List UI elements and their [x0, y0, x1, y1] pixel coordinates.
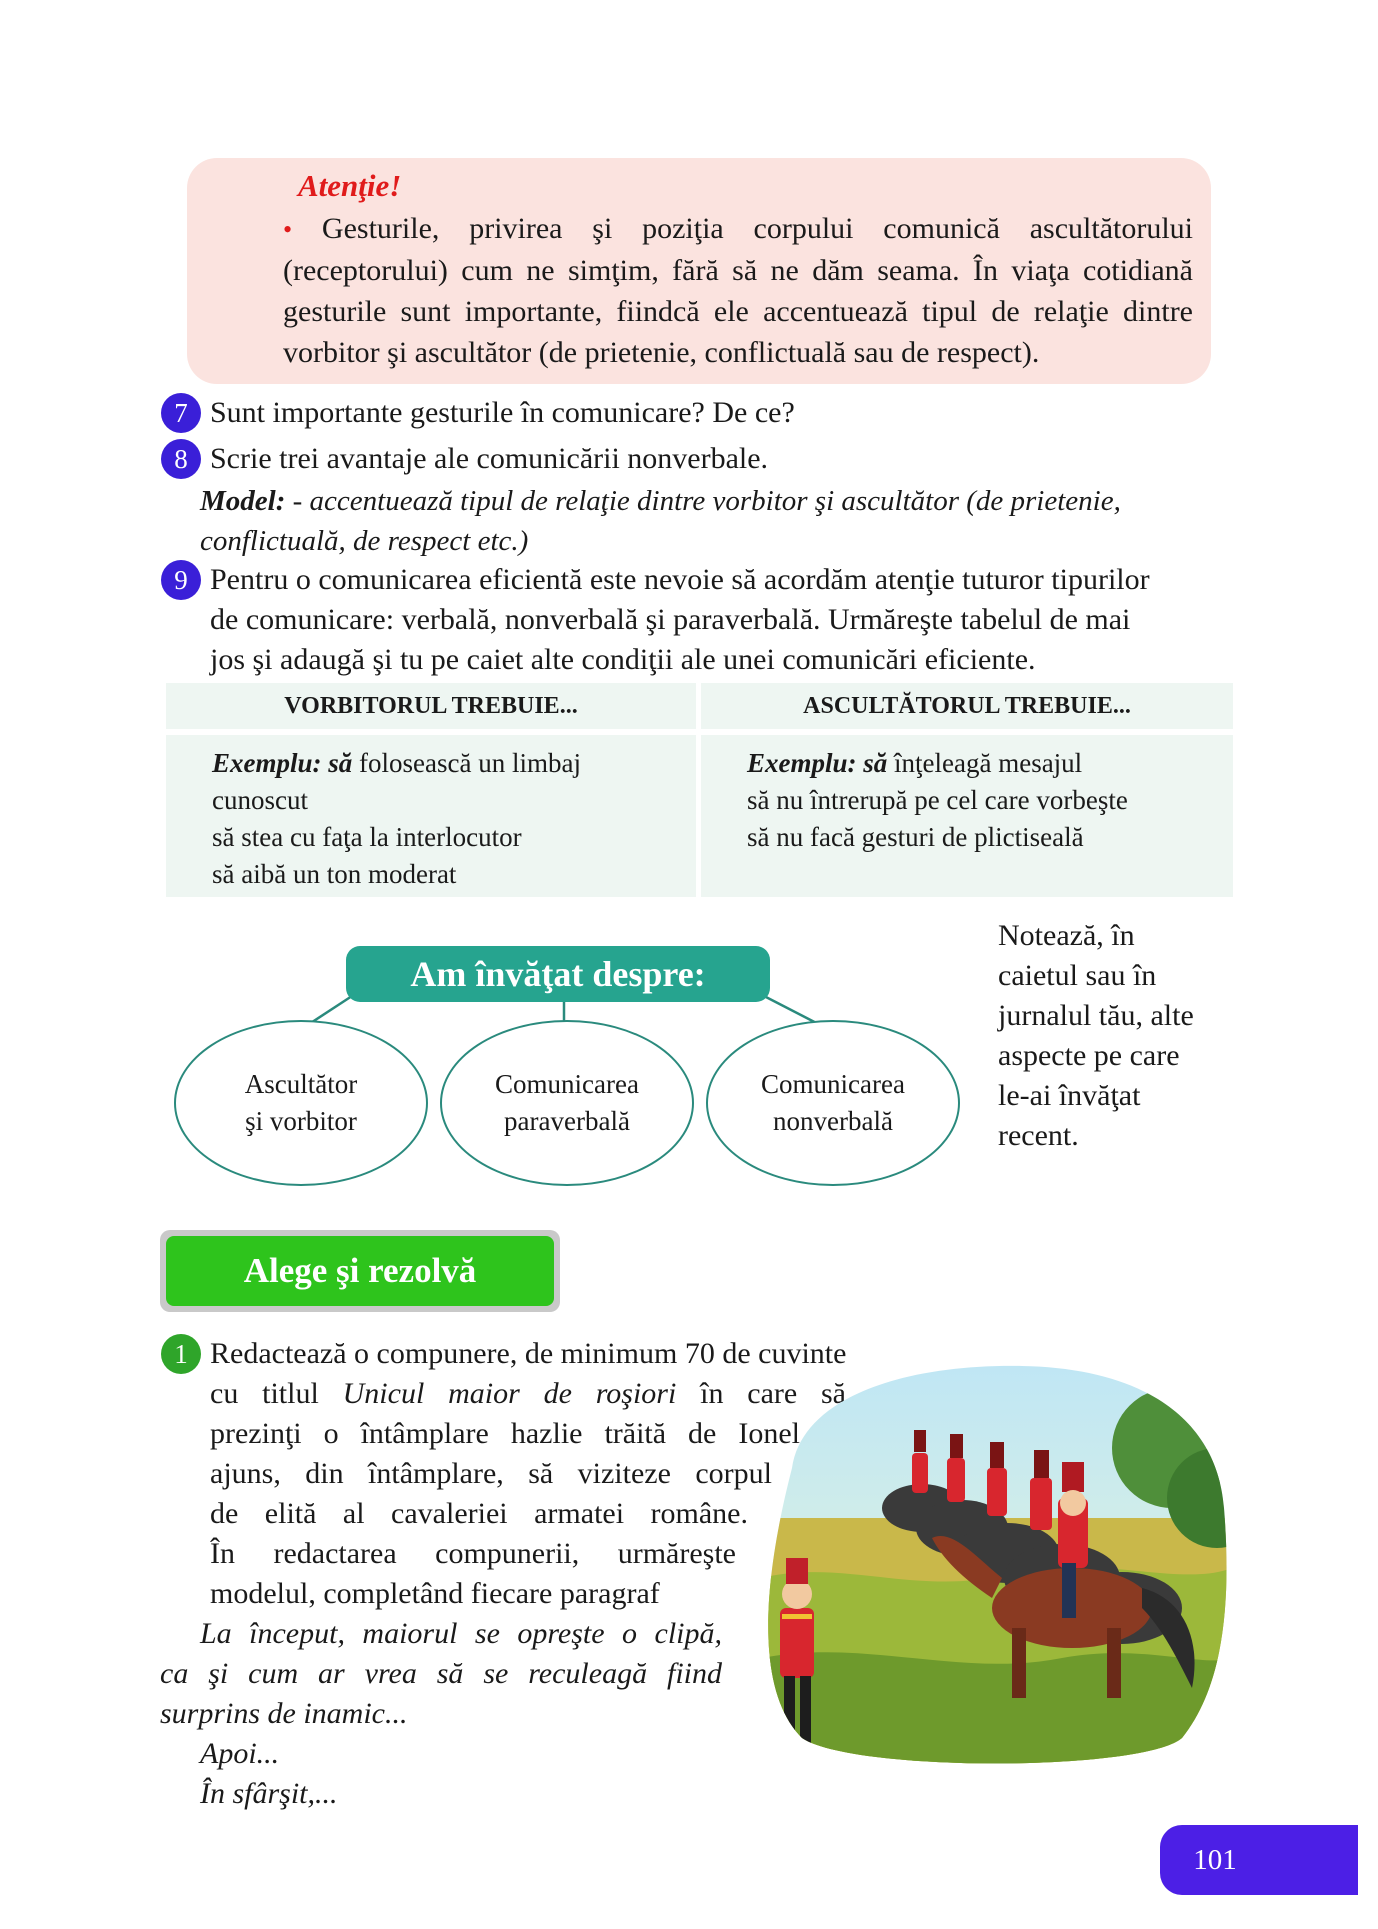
- task-1-model-line-1: La început, maiorul se opreşte o clipă,: [200, 1617, 722, 1650]
- task-1-badge: 1: [161, 1334, 201, 1374]
- table-cell-line: să nu facă gesturi de plictiseală: [747, 822, 1084, 852]
- task-1-line-1: Redactează o compunere, de minimum 70 de cuvinte: [210, 1337, 847, 1370]
- page-number: 101: [1193, 1844, 1237, 1876]
- table-header-speaker: VORBITORUL TREBUIE...: [166, 683, 696, 729]
- attention-title: Atenţie!: [298, 168, 402, 203]
- table-cell-line: să stea cu faţa la interlocutor: [212, 822, 522, 852]
- task-1-model-line-3: surprins de inamic...: [160, 1697, 408, 1730]
- task-1-line-5: de elită al cavaleriei armatei române.: [210, 1497, 748, 1530]
- mindmap-node-nonverbal: Comunicarea nonverbală: [706, 1020, 960, 1186]
- task-1-line-3: prezinţi o întâmplare hazlie trăită de Ionel: [210, 1417, 800, 1450]
- question-9-line-2: de comunicare: verbală, nonverbală şi paraverbală. Urmăreşte tabelul de mai: [210, 603, 1131, 636]
- cavalry-illustration: [762, 1358, 1232, 1772]
- table-cell-line: Exemplu: să folosească un limbaj: [212, 748, 581, 778]
- mindmap-title: Am învăţat despre:: [346, 946, 770, 1002]
- table-cell-line: cunoscut: [212, 785, 308, 815]
- question-9-badge: 9: [161, 560, 201, 600]
- example-label: Exemplu: să: [212, 748, 353, 778]
- task-1-line-2: cu titlul Unicul maior de roşiori în care să: [210, 1377, 846, 1410]
- task-1-line-7: modelul, completând fiecare paragraf: [210, 1577, 660, 1610]
- table-cell-line: să nu întrerupă pe cel care vorbeşte: [747, 785, 1128, 815]
- table-header-listener: ASCULTĂTORUL TREBUIE...: [701, 683, 1233, 729]
- section-header-alege: Alege şi rezolvă: [166, 1236, 554, 1306]
- side-note: Notează, în caietul sau în jurnalul tău, alte aspecte pe care le-ai învăţat recent.: [998, 919, 1194, 1152]
- model-label: Model:: [200, 485, 286, 517]
- task-1-line-4: ajuns, din întâmplare, să viziteze corpul: [210, 1457, 772, 1490]
- task-1-model-line-5: În sfârşit,...: [200, 1777, 338, 1810]
- attention-line: vorbitor şi ascultător (de prietenie, conflictuală sau de respect).: [283, 336, 1040, 369]
- example-label: Exemplu: să: [747, 748, 888, 778]
- model-line-1: Model: - accentuează tipul de relaţie dintre vorbitor şi ascultător (de prietenie,: [200, 485, 1121, 517]
- model-line-2: conflictuală, de respect etc.): [200, 525, 529, 557]
- attention-line: • Gesturile, privirea şi poziţia corpului comunică ascultătorului: [283, 212, 1194, 245]
- mindmap-node-paraverbal: Comunicarea paraverbală: [440, 1020, 694, 1186]
- bullet-icon: •: [283, 215, 293, 244]
- attention-line: gesturile sunt importante, fiindcă ele accentuează tipul de relaţie dintre: [283, 295, 1193, 328]
- question-7-badge: 7: [161, 393, 201, 433]
- task-1-model-line-2: ca şi cum ar vrea să se reculeagă fiind: [160, 1657, 722, 1690]
- table-cell-line: Exemplu: să înţeleagă mesajul: [747, 748, 1083, 778]
- task-1-model-line-4: Apoi...: [200, 1737, 280, 1770]
- question-8-badge: 8: [161, 439, 201, 479]
- mindmap-node-listener-speaker: Ascultător şi vorbitor: [174, 1020, 428, 1186]
- table-cell-line: să aibă un ton moderat: [212, 859, 457, 889]
- question-9-line-3: jos şi adaugă şi tu pe caiet alte condiţii ale unei comunicări eficiente.: [210, 643, 1036, 676]
- question-8-text: Scrie trei avantaje ale comunicării nonverbale.: [210, 442, 769, 475]
- question-9-line-1: Pentru o comunicarea eficientă este nevoie să acordăm atenţie tuturor tipurilor: [210, 563, 1150, 596]
- attention-line: (receptorului) cum ne simţim, fără să ne dăm seama. În viaţa cotidiană: [283, 254, 1193, 287]
- question-7-text: Sunt importante gesturile în comunicare? De ce?: [210, 396, 795, 429]
- task-1-line-6: În redactarea compunerii, urmăreşte: [210, 1537, 736, 1570]
